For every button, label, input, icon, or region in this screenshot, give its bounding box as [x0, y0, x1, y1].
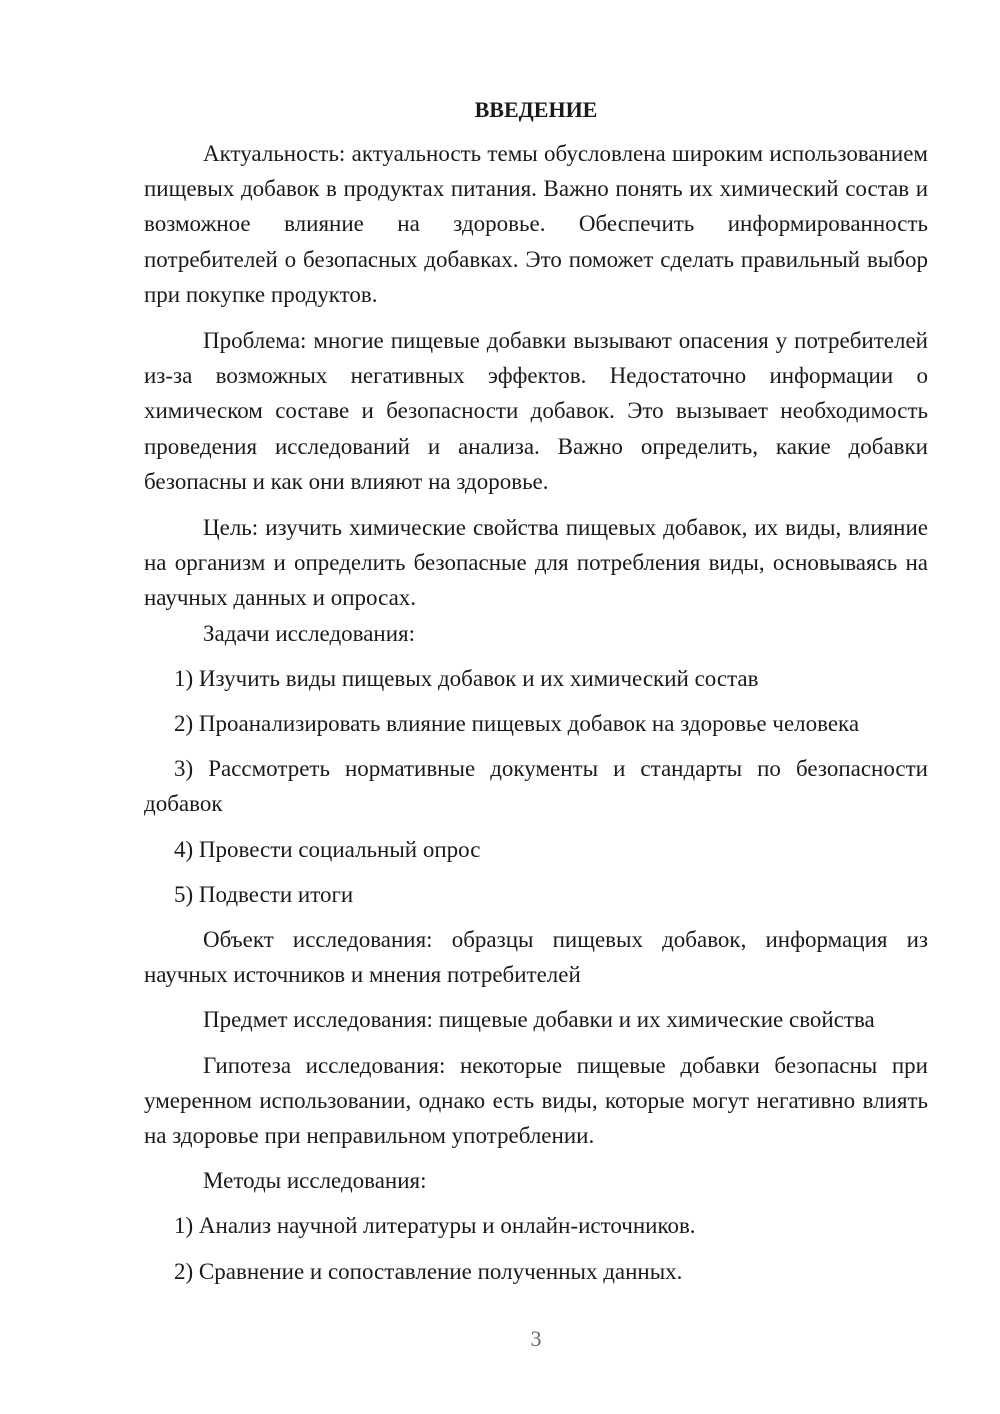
methods-title: Методы исследования: — [203, 1168, 427, 1194]
task-item-2: 2) Проанализировать влияние пищевых добавок на здоровье человека — [174, 711, 860, 737]
task-item-3: 3) Рассмотреть нормативные документы и стандарты по безопасности добавок — [144, 756, 928, 817]
method-item-1: 1) Анализ научной литературы и онлайн-источников. — [174, 1213, 696, 1239]
subject-paragraph: Предмет исследования: пищевые добавки и их химические свойства — [203, 1007, 875, 1033]
goal-paragraph: Цель: изучить химические свойства пищевых добавок, их виды, влияние на организм и определить безопасные для потребления виды, основываясь на научных данных и опросах. — [144, 515, 928, 611]
section-heading: ВВЕДЕНИЕ — [474, 97, 598, 122]
task-item-4: 4) Провести социальный опрос — [174, 836, 481, 862]
task-item-5: 5) Подвести итоги — [174, 881, 354, 907]
tasks-title: Задачи исследования: — [203, 620, 416, 646]
hypothesis-paragraph: Гипотеза исследования: некоторые пищевые добавки безопасны при умеренном использовании, однако есть виды, которые могут негативно влиять на здоровье при неправильном употреблении. — [144, 1052, 928, 1149]
page-body — [144, 92, 928, 1289]
task-item-1: 1) Изучить виды пищевых добавок и их химический состав — [174, 665, 759, 691]
problem-paragraph: Проблема: многие пищевые добавки вызывают опасения у потребителей из-за возможных негативных эффектов. Недостаточно информации о химическом составе и безопасности добавок. Это вызывает необходимость проведения исследований и анализа. Важно определить, какие добавки безопасны и как они влияют на здоровье. — [144, 328, 928, 494]
page-number: 3 — [530, 1326, 542, 1351]
relevance-paragraph: Актуальность: актуальность темы обусловлена широким использованием пищевых добавок в продуктах питания. Важно понять их химический состав и возможное влияние на здоровье. Обеспечить информированность потребителей о безопасных добавках. Это поможет сделать правильный выбор при покупке продуктов. — [144, 141, 928, 307]
method-item-2: 2) Сравнение и сопоставление полученных данных. — [174, 1258, 683, 1284]
object-paragraph: Объект исследования: образцы пищевых добавок, информация из научных источников и мнения потребителей — [144, 927, 928, 988]
